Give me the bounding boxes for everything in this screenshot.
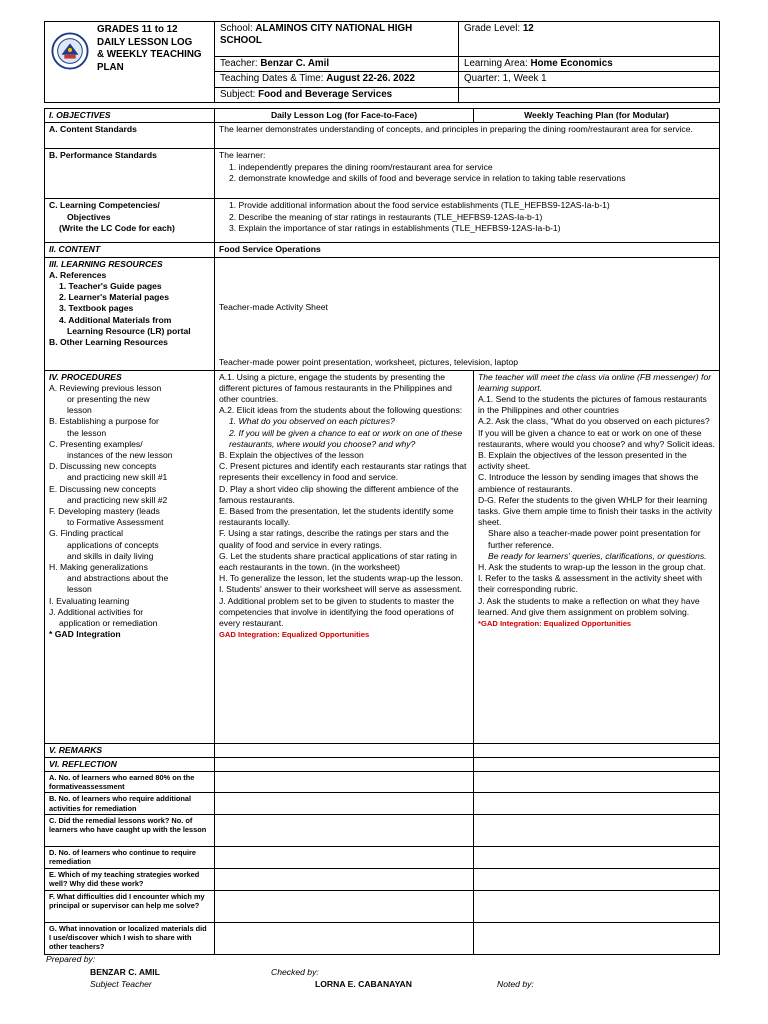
grade-label: Grade Level: (464, 23, 521, 34)
procedure-step: E. Discussing new concepts (49, 483, 156, 494)
procedure-step: and practicing new skill #2 (67, 494, 168, 505)
teacher-label: Teacher: (220, 58, 258, 69)
grade-cell (459, 22, 720, 57)
reflection-item: C. Did the remedial lessons work? No. of learners who have caught up with the lesson (45, 814, 215, 846)
procedure-step: application or remediation (59, 618, 158, 629)
reflection-item: D. No. of learners who continue to require remediation (45, 846, 215, 868)
subject-value: Food and Beverage Services (258, 88, 393, 100)
procedure-step: or presenting the new (67, 394, 150, 405)
f2f-question: 2. If you will be given a chance to eat or work on one of these restaurants, where would you choose? and why? (229, 427, 463, 449)
competency-item: 2. Describe the meaning of star ratings in restaurants (TLE_HEFBS9-12AS-Ia-b-1) (229, 211, 543, 222)
modular-step: H. Ask the students to wrap-up the lesson in the group chat. (478, 562, 706, 573)
deped-seal-icon (51, 32, 89, 70)
f2f-step: B. Explain the objectives of the lesson (219, 450, 364, 461)
lesson-log-sheet (44, 21, 720, 955)
school-value: ALAMINOS CITY NATIONAL HIGH SCHOOL (220, 23, 413, 47)
teacher-cell (215, 57, 459, 72)
modular-step: D-G. Refer the students to the given WHLP for their learning tasks. Give them ample time to finish their tasks in the activity sheet. (478, 494, 713, 528)
procedure-step: the lesson (67, 427, 107, 438)
procedure-step: and practicing new skill #1 (67, 472, 168, 483)
teacher-value: Benzar C. Amil (260, 58, 330, 69)
resources-label-line: 4. Additional Materials from (59, 314, 172, 325)
quarter-label: Quarter: (464, 73, 500, 85)
f2f-step: I. Students' answer to their worksheet will serve as assessment. (219, 584, 462, 595)
modular-gad-integration: *GAD Integration: Equalized Opportunities (478, 619, 632, 629)
objectives-heading: I. OBJECTIVES (45, 109, 215, 123)
title-line-1: GRADES 11 to 12 (97, 24, 178, 35)
reflection-cell (474, 890, 720, 922)
procedure-step: to Formative Assessment (67, 517, 164, 528)
procedure-step: and skills in daily living (67, 550, 154, 561)
procedure-step: lesson (67, 405, 92, 416)
area-value: Home Economics (530, 58, 613, 69)
modular-step: A.2. Ask the class, “What do you observed on each pictures? If you will be given a chance to eat or work on one of these restaurants, where would you choose? and why? Solicit ideas. (478, 416, 715, 449)
resources-label-line: 3. Textbook pages (59, 303, 134, 314)
reflection-cell (215, 793, 474, 814)
modular-step: A.1. Send to the students the pictures of famous restaurants in the Philippines and other countries (478, 394, 707, 416)
noted-by-label: Noted by: (497, 979, 534, 989)
area-label: Learning Area: (464, 58, 528, 69)
content-standards-label: A. Content Standards (45, 123, 215, 149)
resources-label-line: Learning Resource (LR) portal (67, 325, 191, 336)
reflection-f2f (215, 757, 474, 771)
gad-integration-label: * GAD Integration (49, 629, 121, 640)
resources-text (215, 257, 720, 370)
reflection-item: F. What difficulties did I encounter which my principal or supervisor can help me solve? (45, 890, 215, 922)
reflection-cell (215, 890, 474, 922)
performance-intro: The learner: (219, 150, 266, 161)
performance-item: 1. independently prepares the dining room/restaurant area for service (229, 161, 493, 172)
f2f-step: A.1. Using a picture, engage the students by presenting the different pictures of famous restaurants in the Philippines and other countries. (219, 371, 452, 405)
procedure-step: lesson (67, 584, 92, 595)
checked-by-label: Checked by: (271, 967, 319, 977)
reflection-item: G. What innovation or localized materials did I use/discover which I wish to share with other teachers? (45, 922, 215, 954)
header-table (44, 21, 720, 103)
reflection-item: B. No. of learners who require additional activities for remediation (45, 793, 215, 814)
modular-step: I. Refer to the tasks & assessment in the activity sheet with their corresponding rubric. (478, 573, 703, 595)
reflection-cell (215, 814, 474, 846)
performance-item: 2. demonstrate knowledge and skills of food and beverage service in relation to taking table reservations (229, 172, 626, 183)
f2f-gad-integration: GAD Integration: Equalized Opportunities (219, 630, 370, 640)
preparer-role: Subject Teacher (90, 979, 152, 989)
main-table (44, 108, 720, 772)
modular-step: C. Introduce the lesson by sending images that shows the ambience of restaurants. (478, 472, 699, 494)
procedure-step: and abstractions about the (67, 573, 169, 584)
procedure-step: C. Presenting examples/ (49, 438, 143, 449)
procedure-step: F. Developing mastery (leads (49, 506, 160, 517)
f2f-step: A.2. Elicit ideas from the students about the following questions: (219, 405, 463, 416)
resources-label-line: B. Other Learning Resources (49, 337, 168, 348)
modular-step: J. Ask the students to make a reflection on what they have learned. And give them assignment on problem solving. (478, 595, 700, 617)
modular-step: The teacher will meet the class via online (FB messenger) for learning support. (478, 371, 712, 393)
resources-label-line: 2. Learner's Material pages (59, 292, 169, 303)
modular-procedures (474, 370, 720, 743)
reflection-cell (215, 922, 474, 954)
resources-additional: Teacher-made Activity Sheet (219, 301, 328, 312)
subject-cell (215, 87, 459, 102)
modular-step: Share also a teacher-made power point presentation for further reference. (488, 528, 701, 550)
reflection-cell (474, 772, 720, 793)
performance-standards-text (215, 149, 720, 199)
reflection-item: E. Which of my teaching strategies worked well? Why did these work? (45, 868, 215, 890)
content-value: Food Service Operations (215, 243, 720, 257)
procedure-step: H. Making generalizations (49, 562, 148, 573)
dates-label: Teaching Dates & Time: (220, 73, 324, 85)
modular-step: B. Explain the objectives of the lesson presented in the activity sheet. (478, 450, 687, 472)
content-standards-text: The learner demonstrates understanding of concepts, and principles in preparing the dining room/restaurant area for service. (215, 123, 720, 149)
content-label: II. CONTENT (45, 243, 215, 257)
competencies-label-line: C. Learning Competencies/ (49, 200, 160, 211)
procedure-step: J. Additional activities for (49, 606, 144, 617)
title-line-3: & WEEKLY TEACHING (97, 49, 202, 61)
title-line-2: DAILY LESSON LOG (97, 36, 193, 48)
performance-standards-label: B. Performance Standards (45, 149, 215, 199)
empty-header-cell (459, 87, 720, 102)
procedure-step: applications of concepts (67, 539, 159, 550)
procedures-label (45, 370, 215, 743)
reflection-cell (474, 793, 720, 814)
reflection-cell (215, 868, 474, 890)
f2f-step: E. Based from the presentation, let the students identify some restaurants locally. (219, 506, 454, 528)
reflection-cell (215, 846, 474, 868)
resources-label (45, 257, 215, 370)
competencies-text (215, 199, 720, 243)
reflection-cell (474, 922, 720, 954)
procedure-step: B. Establishing a purpose for (49, 416, 159, 427)
quarter-value: 1, Week 1 (502, 73, 547, 85)
competencies-label-line: (Write the LC Code for each) (59, 222, 175, 233)
reflection-modular (474, 757, 720, 771)
title-line-4: PLAN (97, 61, 124, 73)
competencies-label (45, 199, 215, 243)
modular-column-heading: Weekly Teaching Plan (for Modular) (474, 109, 720, 123)
f2f-column-heading: Daily Lesson Log (for Face-to-Face) (215, 109, 474, 123)
reflection-cell (215, 772, 474, 793)
dates-cell (215, 72, 459, 87)
remarks-f2f (215, 743, 474, 757)
remarks-modular (474, 743, 720, 757)
remarks-label: V. REMARKS (45, 743, 215, 757)
procedure-step: I. Evaluating learning (49, 595, 130, 606)
prepared-by-label: Prepared by: (46, 954, 96, 964)
reflection-item: A. No. of learners who earned 80% on the formativeassessment (45, 772, 215, 793)
reflection-cell (474, 846, 720, 868)
f2f-step: F. Using a star ratings, describe the ratings per stars and the quality of food and service in every ratings. (219, 528, 449, 550)
form-title (97, 24, 202, 74)
subject-label: Subject: (220, 88, 256, 100)
f2f-procedures (215, 370, 474, 743)
resources-label-line: III. LEARNING RESOURCES (49, 258, 163, 269)
reflection-table (44, 771, 720, 955)
competency-item: 3. Explain the importance of star ratings in establishments (TLE_HEFBS9-12AS-Ia-b-1) (229, 222, 561, 233)
f2f-step: G. Let the students share practical applications of star rating in each restaurants in the town. (in the worksheet) (219, 550, 457, 573)
resources-label-line: 1. Teacher's Guide pages (59, 281, 162, 292)
area-cell (459, 57, 720, 72)
procedures-heading: IV. PROCEDURES (49, 371, 122, 382)
procedure-step: A. Reviewing previous lesson (49, 382, 162, 393)
reflection-cell (474, 868, 720, 890)
procedure-step: G. Finding practical (49, 528, 124, 539)
procedure-step: instances of the new lesson (67, 450, 173, 461)
dates-value: August 22-26. 2022 (326, 73, 415, 85)
f2f-question: 1. What do you observed on each pictures? (229, 416, 395, 427)
grade-value: 12 (522, 23, 534, 34)
procedure-step: D. Discussing new concepts (49, 461, 157, 472)
school-cell (215, 22, 459, 57)
f2f-step: H. To generalize the lesson, let the students wrap-up the lesson. (219, 573, 463, 584)
school-label: School: (220, 23, 253, 34)
quarter-cell (459, 72, 720, 87)
reflection-cell (474, 814, 720, 846)
competencies-label-line: Objectives (67, 211, 111, 222)
competency-item: 1. Provide additional information about the food service establishments (TLE_HEFBS9-12AS-Ia-b-1) (229, 200, 610, 211)
f2f-step: J. Additional problem set to be given to students to master the competencies that involve in identifying the food operations of every restaurant. (219, 595, 455, 629)
resources-label-line: A. References (49, 269, 107, 280)
checker-name: LORNA E. CABANAYAN (315, 979, 412, 989)
resources-other: Teacher-made power point presentation, worksheet, pictures, television, laptop (219, 357, 519, 368)
f2f-step: C. Present pictures and identify each restaurants star ratings that represents their excellency in food and service. (219, 461, 467, 483)
reflection-label: VI. REFLECTION (45, 757, 215, 771)
f2f-step: D. Play a short video clip showing the different ambience of the famous restaurants. (219, 483, 459, 505)
header-logo-cell (45, 22, 215, 103)
preparer-name: BENZAR C. AMIL (90, 967, 160, 977)
modular-step: Be ready for learners' queries, clarifications, or questions. (488, 550, 707, 561)
